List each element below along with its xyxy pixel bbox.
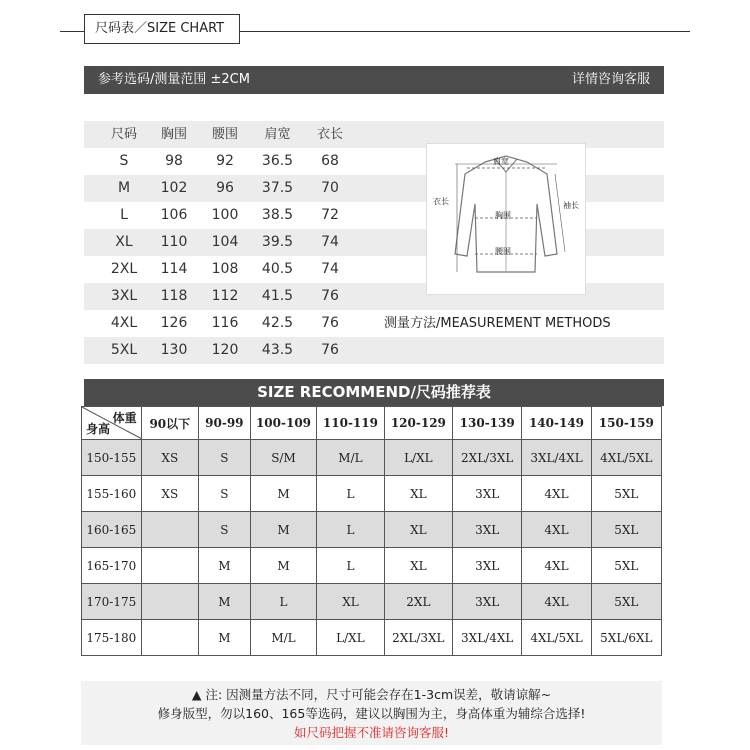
size-cell: 39.5 (261, 234, 294, 250)
size-cell: 74 (321, 234, 339, 250)
size-cell: 3XL (110, 288, 138, 304)
size-cell: 4XL (110, 315, 138, 331)
recommended-size-cell: 5XL (591, 584, 661, 620)
recommended-size-cell: XL (384, 548, 452, 584)
size-cell: 100 (211, 207, 239, 223)
size-cell: 36.5 (261, 153, 294, 169)
recommended-size-cell (141, 584, 198, 620)
weight-header: 130-139 (453, 407, 522, 440)
recommended-size-cell: 3XL/4XL (453, 620, 522, 656)
recommended-size-cell: 5XL (591, 548, 661, 584)
column-header: 衣长 (316, 127, 343, 142)
table-row (82, 476, 662, 512)
table-row (82, 548, 662, 584)
size-cell: 104 (211, 234, 239, 250)
weight-header: 120-129 (384, 407, 452, 440)
column-header: 胸围 (160, 127, 187, 142)
size-cell: 70 (321, 180, 339, 196)
size-cell: 68 (321, 153, 339, 169)
recommended-size-cell: M (198, 584, 250, 620)
recommend-header-row (82, 407, 662, 440)
label-waist: 腰围 (495, 247, 511, 256)
size-cell: 118 (160, 288, 188, 304)
size-cell: 2XL (110, 261, 138, 277)
size-cell: 92 (216, 153, 234, 169)
weight-header: 90以下 (141, 407, 198, 440)
size-cell: 120 (211, 342, 239, 358)
size-cell: XL (115, 234, 133, 250)
recommended-size-cell: XL (317, 584, 384, 620)
recommended-size-cell: XL (384, 476, 452, 512)
recommended-size-cell: L (317, 548, 384, 584)
recommended-size-cell: 4XL/5XL (522, 620, 591, 656)
height-cell: 165-170 (82, 548, 142, 584)
info-bar (84, 66, 664, 94)
height-cell: 150-155 (82, 440, 142, 476)
label-length: 衣长 (433, 197, 449, 206)
recommended-size-cell: 4XL/5XL (591, 440, 661, 476)
size-cell: 96 (216, 180, 234, 196)
recommended-size-cell: 5XL (591, 512, 661, 548)
height-cell: 170-175 (82, 584, 142, 620)
recommended-size-cell: 4XL (522, 476, 591, 512)
size-cell: 76 (321, 342, 339, 358)
page-title: 尺码表／SIZE CHART (84, 14, 240, 44)
size-cell: 126 (160, 315, 188, 331)
note-line-1: ▲ 注: 因测量方法不同，尺寸可能会存在1-3cm误差，敬请谅解~ (191, 687, 552, 702)
recommended-size-cell: 2XL/3XL (453, 440, 522, 476)
recommended-size-cell: 4XL (522, 548, 591, 584)
height-cell: 155-160 (82, 476, 142, 512)
recommended-size-cell: 2XL (384, 584, 452, 620)
recommended-size-cell: M (250, 548, 316, 584)
size-cell: 98 (165, 153, 183, 169)
height-cell: 175-180 (82, 620, 142, 656)
recommended-size-cell: L/XL (384, 440, 452, 476)
weight-header: 110-119 (317, 407, 384, 440)
size-cell: 110 (160, 234, 188, 250)
recommended-size-cell: 3XL/4XL (522, 440, 591, 476)
recommended-size-cell (141, 512, 198, 548)
size-cell: 76 (321, 288, 339, 304)
size-cell: 43.5 (261, 342, 294, 358)
recommend-title: SIZE RECOMMEND/尺码推荐表 (84, 379, 664, 406)
measurement-caption: 测量方法/MEASUREMENT METHODS (384, 316, 611, 331)
measurement-diagram (426, 143, 586, 295)
size-cell: 72 (321, 207, 339, 223)
size-cell: M (117, 180, 131, 196)
height-label: 身高 (86, 422, 111, 436)
size-cell: 114 (160, 261, 188, 277)
height-cell: 160-165 (82, 512, 142, 548)
recommended-size-cell (141, 620, 198, 656)
recommended-size-cell: S (198, 512, 250, 548)
size-cell: 108 (211, 261, 239, 277)
recommended-size-cell: 5XL/6XL (591, 620, 661, 656)
size-cell: 74 (321, 261, 339, 277)
note-line-2: 修身版型，勿以160、165等选码，建议以胸围为主，身高体重为辅综合选择! (157, 706, 586, 721)
size-cell: L (120, 207, 128, 223)
recommended-size-cell: M (250, 512, 316, 548)
column-header: 肩宽 (264, 127, 291, 142)
recommended-size-cell: 2XL/3XL (384, 620, 452, 656)
recommended-size-cell: L/XL (317, 620, 384, 656)
recommended-size-cell: 4XL (522, 584, 591, 620)
size-cell: S (119, 153, 129, 169)
recommended-size-cell: 4XL (522, 512, 591, 548)
recommended-size-cell: L (250, 584, 316, 620)
size-cell: 102 (160, 180, 188, 196)
recommended-size-cell: L (317, 476, 384, 512)
label-shoulder: 肩宽 (493, 157, 509, 166)
recommended-size-cell: XS (141, 440, 198, 476)
recommended-size-cell: XS (141, 476, 198, 512)
label-sleeve: 袖长 (563, 201, 579, 210)
recommended-size-cell: 3XL (453, 584, 522, 620)
recommended-size-cell: 3XL (453, 512, 522, 548)
size-cell: 130 (160, 342, 188, 358)
recommended-size-cell: S (198, 440, 250, 476)
recommended-size-cell: M (250, 476, 316, 512)
notes-box (81, 681, 662, 745)
consult-service: 详情咨询客服 (571, 72, 650, 87)
corner-cell (82, 407, 142, 440)
recommended-size-cell: M/L (317, 440, 384, 476)
warning-icon: ▲ (191, 687, 202, 702)
column-header: 腰围 (211, 127, 238, 142)
table-row (82, 440, 662, 476)
size-cell: 116 (211, 315, 239, 331)
size-cell: 112 (211, 288, 239, 304)
size-cell: 40.5 (261, 261, 294, 277)
recommended-size-cell: 3XL (453, 548, 522, 584)
weight-header: 100-109 (250, 407, 316, 440)
size-cell: 37.5 (261, 180, 294, 196)
recommended-size-cell: L (317, 512, 384, 548)
range-note: 参考选码/测量范围 ±2CM (98, 72, 250, 87)
column-header: 尺码 (110, 127, 137, 142)
size-cell: 38.5 (261, 207, 294, 223)
recommended-size-cell: S (198, 476, 250, 512)
size-cell: 42.5 (261, 315, 294, 331)
size-cell: 106 (160, 207, 188, 223)
recommended-size-cell: M (198, 548, 250, 584)
table-row (82, 620, 662, 656)
label-chest: 胸围 (495, 211, 511, 220)
recommend-table (81, 406, 662, 656)
weight-header: 150-159 (591, 407, 661, 440)
size-chart-row (84, 337, 664, 364)
size-cell: 5XL (110, 342, 138, 358)
size-cell: 41.5 (261, 288, 294, 304)
table-row (82, 584, 662, 620)
recommended-size-cell: 5XL (591, 476, 661, 512)
recommended-size-cell: M/L (250, 620, 316, 656)
weight-label: 体重 (112, 411, 137, 425)
table-row (82, 512, 662, 548)
size-cell: 76 (321, 315, 339, 331)
recommended-size-cell: S/M (250, 440, 316, 476)
recommended-size-cell (141, 548, 198, 584)
weight-header: 140-149 (522, 407, 591, 440)
note-line-3: 如尺码把握不准请咨询客服! (293, 725, 449, 740)
recommended-size-cell: XL (384, 512, 452, 548)
recommended-size-cell: 3XL (453, 476, 522, 512)
weight-header: 90-99 (198, 407, 250, 440)
recommended-size-cell: M (198, 620, 250, 656)
